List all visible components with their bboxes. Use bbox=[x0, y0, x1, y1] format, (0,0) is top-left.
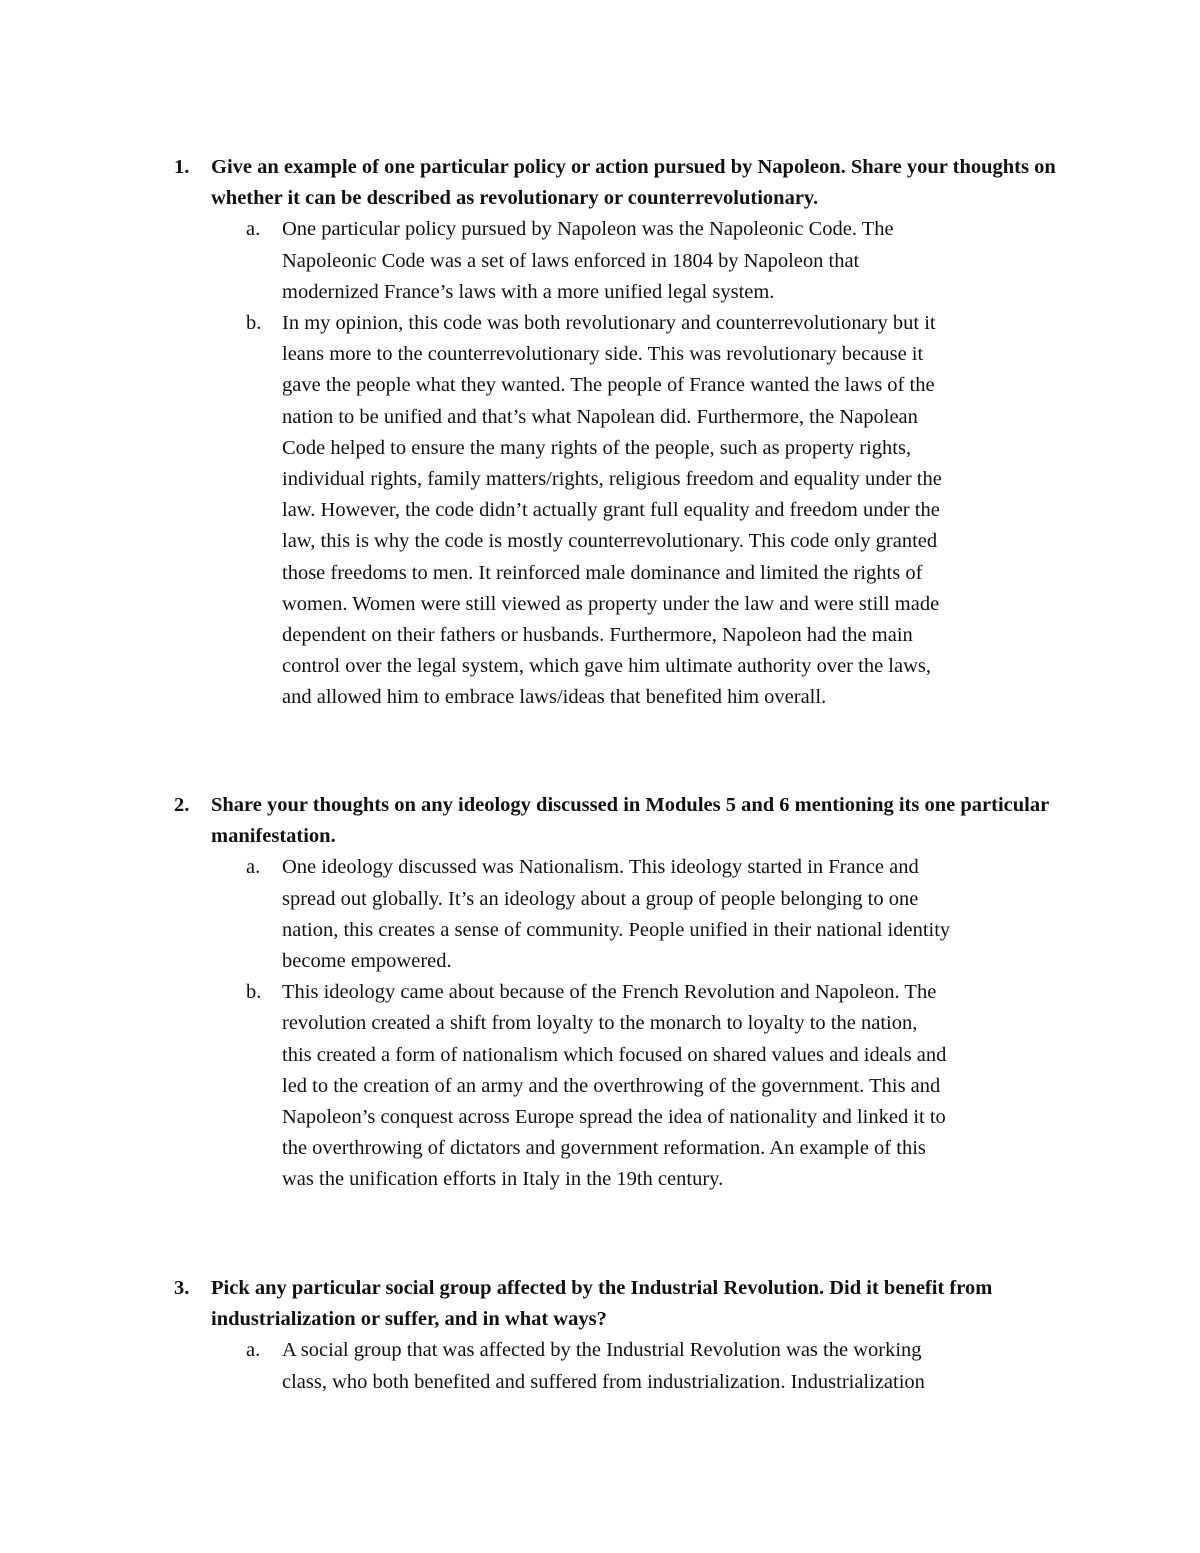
answer-text: This ideology came about because of the French Revolution and Napoleon. The revolution created a shift from loyalty to the monarch to loyalty to the nation, this created a form of nationalism which focused on shared values and ideals and led to the creation of an army and the overthrowing of the government. This and Napoleon’s conquest across Europe spread the idea of nationality and linked it to the overthrowing of dictators and government reformation. An example of this was the unification efforts in Italy in the 19th century. bbox=[282, 981, 947, 1191]
answer-item bbox=[174, 308, 952, 714]
answer-text: One ideology discussed was Nationalism. This ideology started in France and spread out globally. It’s an ideology about a group of people belonging to one nation, this creates a sense of community. People unified in their national identity become empowered. bbox=[282, 856, 951, 973]
question-1 bbox=[174, 152, 1074, 714]
answer-item bbox=[174, 852, 952, 977]
answer-list bbox=[174, 852, 1074, 1195]
answer-text: In my opinion, this code was both revolutionary and counterrevolutionary but it leans more to the counterrevolutionary side. This was revolutionary because it gave the people what they wanted. The people of France wanted the laws of the nation to be unified and that’s what Napolean did. Furthermore, the Napolean Code helped to ensure the many rights of the people, such as property rights, individual rights, family matters/rights, religious freedom and equality under the law. However, the code didn’t actually grant full equality and freedom under the law, this is why the code is mostly counterrevolutionary. This code only granted those freedoms to men. It reinforced male dominance and limited the rights of women. Women were still viewed as property under the law and were still made dependent on their fathers or husbands. Furthermore, Napoleon had the main control over the legal system, which gave him ultimate authority over the laws, and allowed him to embrace laws/ideas that benefited him overall. bbox=[282, 312, 942, 709]
answer-text: A social group that was affected by the Industrial Revolution was the working class, who both benefited and suffered from industrialization. Industrialization bbox=[282, 1339, 925, 1393]
answer-item bbox=[174, 977, 952, 1195]
question-3 bbox=[174, 1273, 1074, 1398]
answer-letter: a. bbox=[246, 218, 261, 241]
question-number: 2. bbox=[174, 794, 190, 816]
question-number: 3. bbox=[174, 1277, 190, 1299]
answer-list bbox=[174, 1335, 1074, 1397]
answer-letter: b. bbox=[246, 312, 262, 335]
answer-text: One particular policy pursued by Napoleon was the Napoleonic Code. The Napoleonic Code was a set of laws enforced in 1804 by Napoleon that modernized France’s laws with a more unified legal system. bbox=[282, 218, 894, 303]
answer-letter: b. bbox=[246, 981, 262, 1004]
answer-item bbox=[174, 1335, 952, 1397]
answer-item bbox=[174, 214, 952, 308]
question-number: 1. bbox=[174, 156, 190, 178]
question-1-heading bbox=[174, 152, 1074, 214]
question-3-heading bbox=[174, 1273, 1074, 1335]
answer-letter: a. bbox=[246, 856, 261, 879]
question-prompt: Give an example of one particular policy or action pursued by Napoleon. Share your thoughts on whether it can be described as revolutionary or counterrevolutionary. bbox=[211, 156, 1056, 210]
question-2-heading bbox=[174, 790, 1074, 852]
answer-list bbox=[174, 214, 1074, 713]
answer-letter: a. bbox=[246, 1339, 261, 1362]
question-prompt: Share your thoughts on any ideology discussed in Modules 5 and 6 mentioning its one particular manifestation. bbox=[211, 794, 1049, 848]
question-prompt: Pick any particular social group affected by the Industrial Revolution. Did it benefit from industrialization or suffer, and in what ways? bbox=[211, 1277, 993, 1331]
question-2 bbox=[174, 790, 1074, 1196]
